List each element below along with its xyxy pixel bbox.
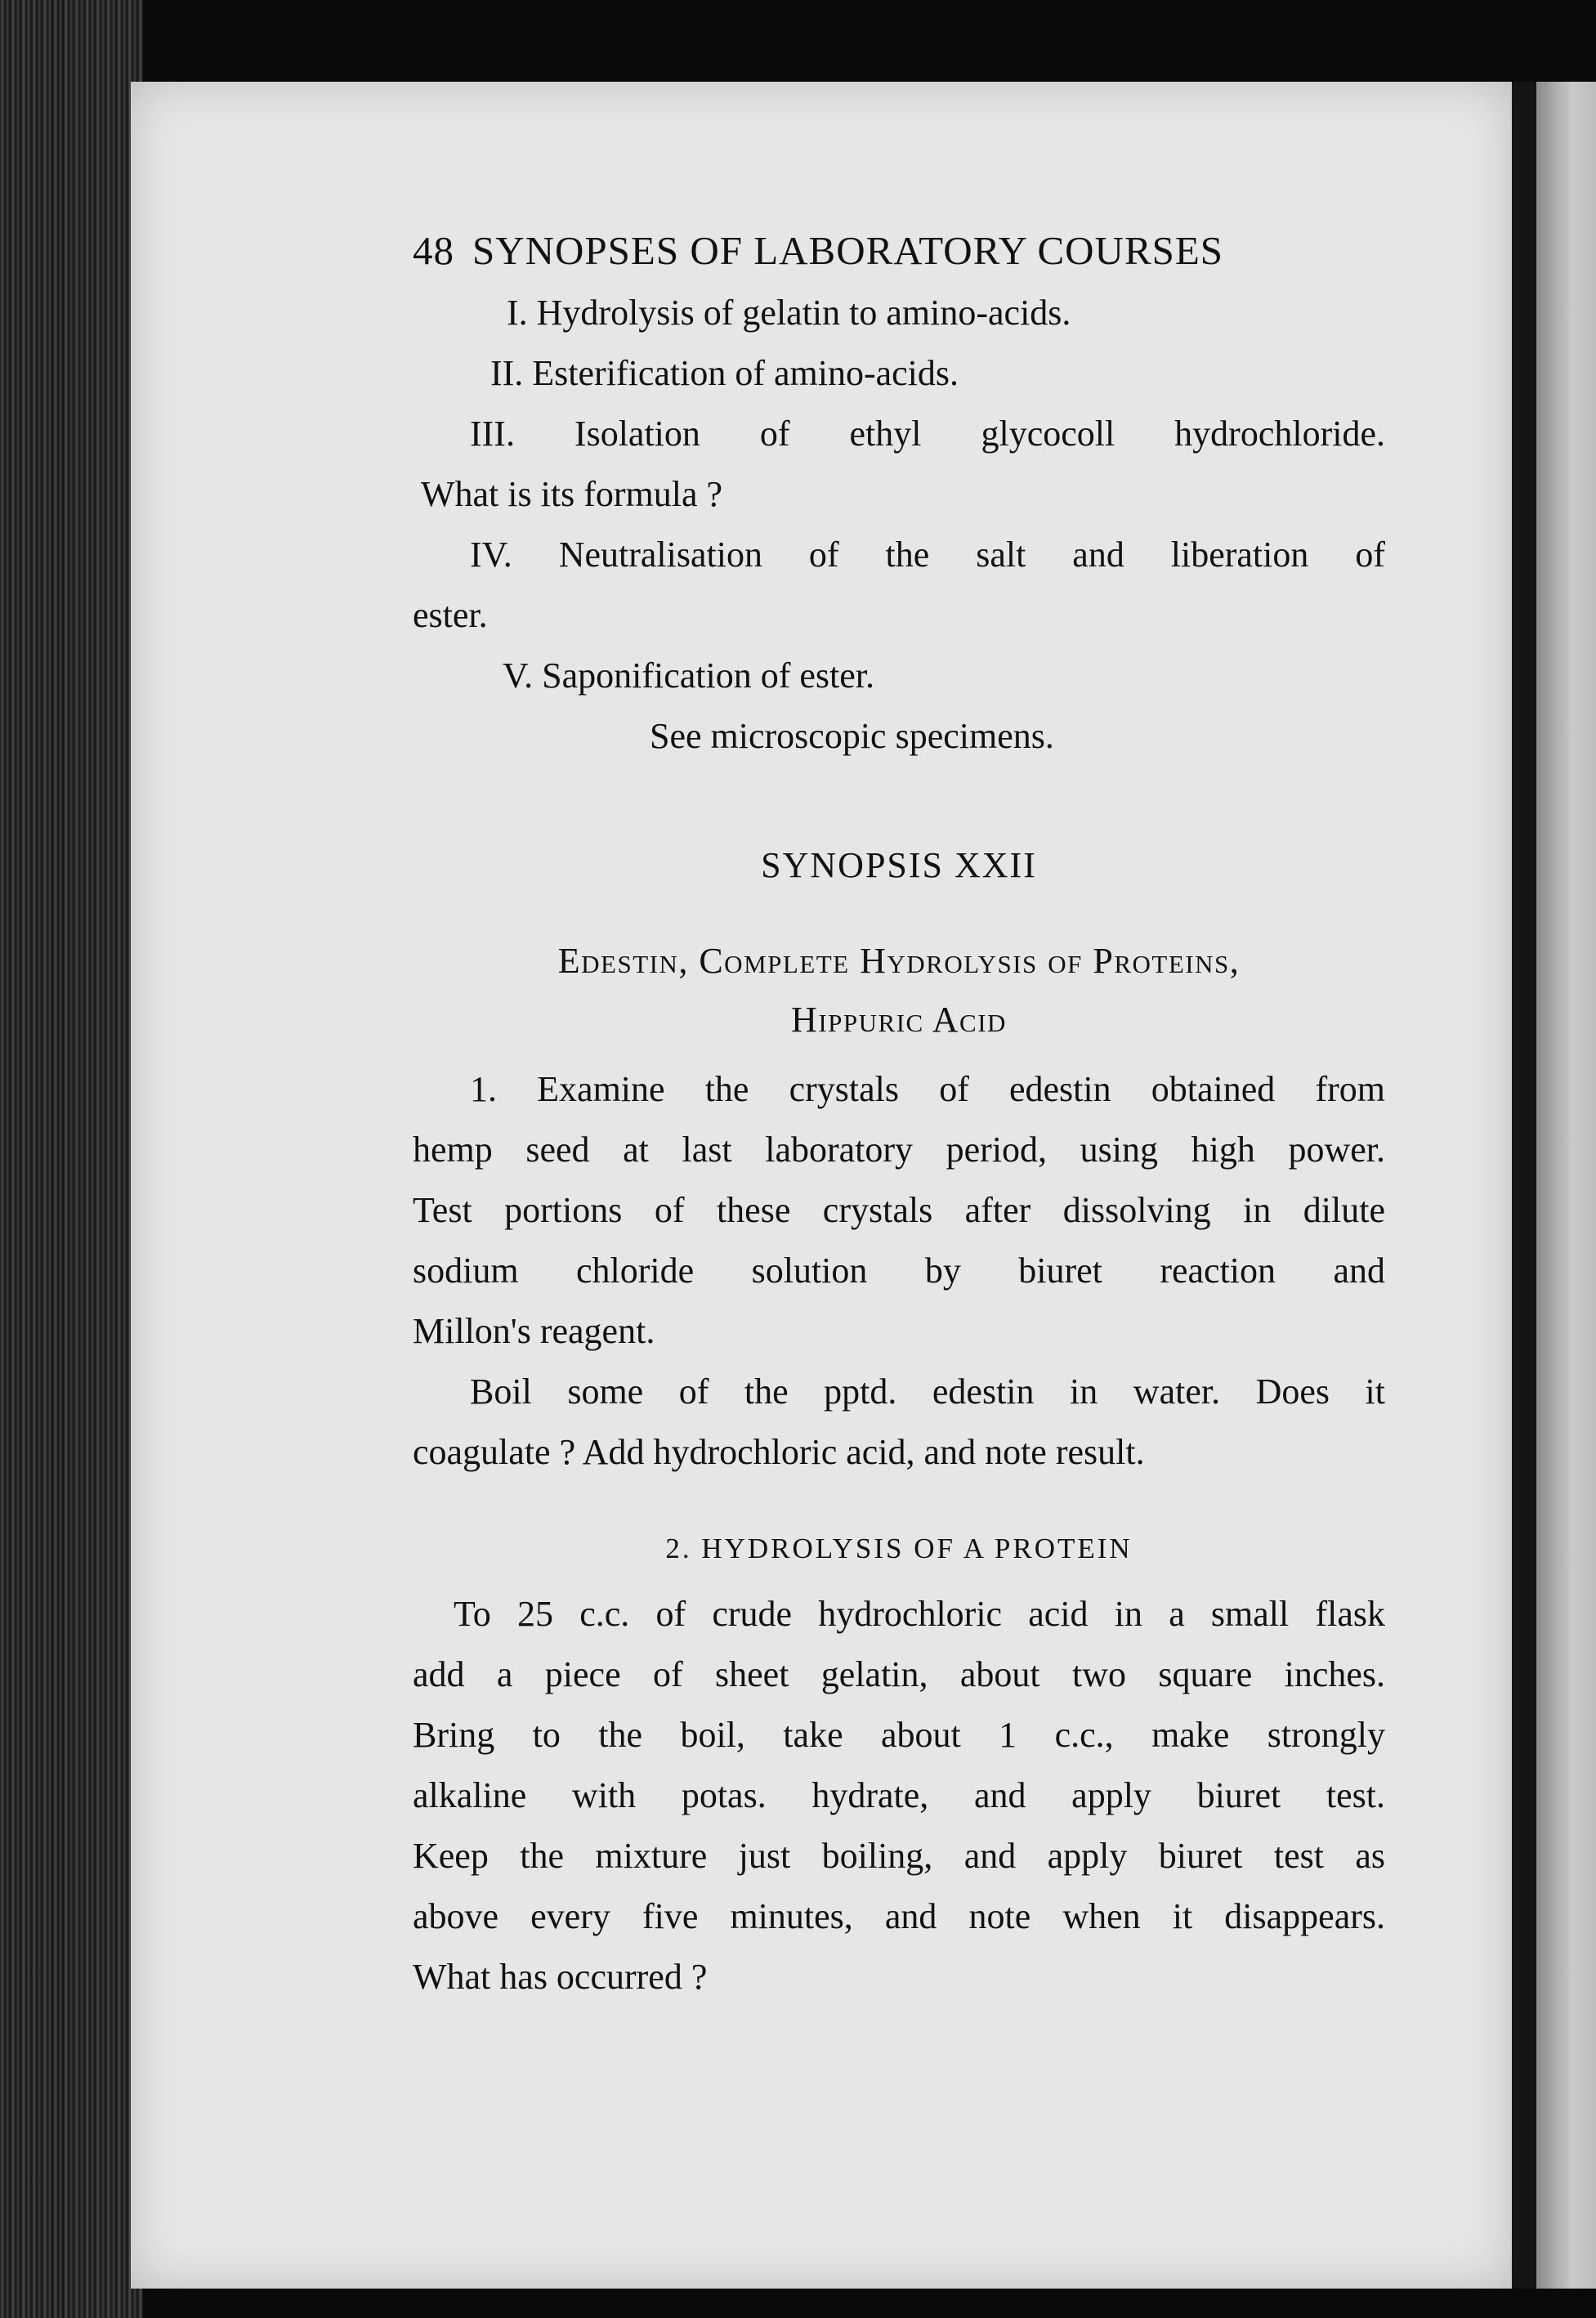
page-number: 48: [413, 228, 454, 273]
paragraph-3-line: To 25 c.c. of crude hydrochloric acid in a small flask: [454, 1594, 1385, 1634]
synopsis-subtitle: [413, 932, 1385, 1049]
page-text: [413, 221, 1385, 2007]
paragraph-3-line: Bring to the boil, take about 1 c.c., make strongly: [413, 1715, 1385, 1755]
step-4: IV. Neutralisation of the salt and liberation of: [470, 535, 1385, 575]
synopsis-title: SYNOPSIS XXII: [761, 845, 1037, 885]
running-head-title: SYNOPSES OF LABORATORY COURSES: [472, 228, 1224, 273]
subtitle-line-1: Edestin, Complete Hydrolysis of Proteins,: [557, 941, 1241, 981]
step-3: III. Isolation of ethyl glycocoll hydrochloride.: [470, 414, 1385, 454]
paragraph-1-line: 1. Examine the crystals of edestin obtained from: [470, 1069, 1385, 1109]
paragraph-1-line: Millon's reagent.: [413, 1311, 655, 1351]
subtitle-line-2: Hippuric Acid: [791, 1000, 1007, 1040]
paragraph-1: [413, 1059, 1385, 1362]
page-gutter-shadow: [1512, 82, 1536, 2289]
paragraph-3-line: What has occurred ?: [413, 1957, 708, 1997]
step-5: V. Saponification of ester.: [503, 656, 874, 696]
running-head: [413, 221, 1385, 281]
adjacent-page-edge: [1536, 82, 1596, 2289]
book-spine-edge: [0, 0, 143, 2318]
step-4-continuation: ester.: [413, 595, 488, 635]
step-1: I. Hydrolysis of gelatin to amino-acids.: [507, 293, 1071, 333]
paragraph-2-line: coagulate ? Add hydrochloric acid, and note result.: [413, 1432, 1145, 1472]
paragraph-1-line: sodium chloride solution by biuret reaction and: [413, 1251, 1385, 1291]
paragraph-3-line: alkaline with potas. hydrate, and apply biuret test.: [413, 1775, 1385, 1815]
paragraph-3-line: above every five minutes, and note when it disappears.: [413, 1896, 1385, 1936]
paragraph-3-line: add a piece of sheet gelatin, about two square inches.: [413, 1654, 1385, 1694]
paragraph-2-line: Boil some of the pptd. edestin in water. Does it: [470, 1372, 1385, 1412]
paragraph-2: [413, 1362, 1385, 1483]
paragraph-3: [413, 1584, 1385, 2007]
step-2: II. Esterification of amino-acids.: [490, 353, 959, 393]
paragraph-1-line: Test portions of these crystals after dissolving in dilute: [413, 1190, 1385, 1230]
paragraph-3-line: Keep the mixture just boiling, and apply biuret test as: [413, 1836, 1385, 1876]
step-3-continuation: What is its formula ?: [421, 474, 723, 514]
section-2-heading: 2. HYDROLYSIS OF A PROTEIN: [665, 1533, 1133, 1564]
paragraph-1-line: hemp seed at last laboratory period, using high power.: [413, 1130, 1385, 1170]
see-note: See microscopic specimens.: [650, 716, 1054, 756]
